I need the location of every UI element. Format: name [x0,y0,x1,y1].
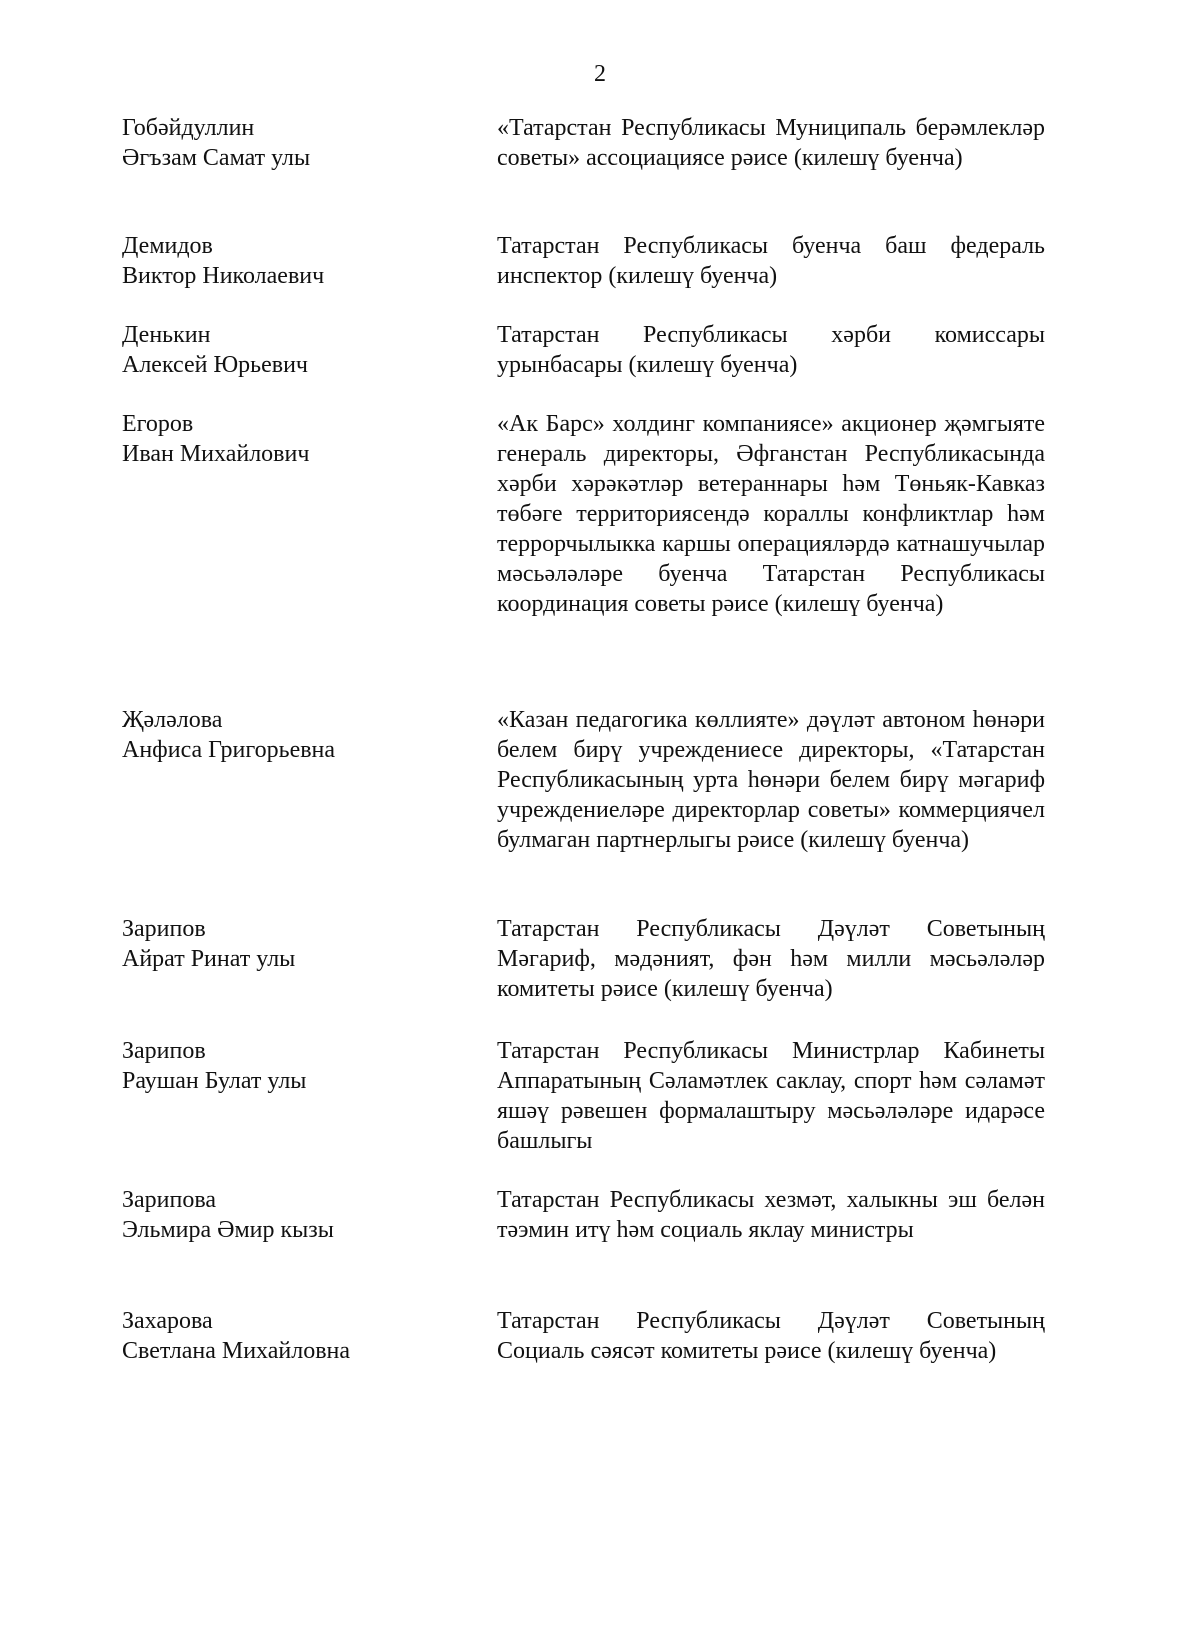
member-surname: Зарипов [122,1038,206,1064]
member-surname: Денькин [122,322,211,348]
member-surname: Демидов [122,233,213,259]
member-given-name: Иван Михайлович [122,441,310,467]
member-given-name: Раушан Булат улы [122,1068,307,1094]
member-role: Татарстан Республикасы Дәүләт Советының Мәгариф, мәдәният, фән һәм милли мәсьәләләр комитеты рәисе (килешү буенча) [497,916,1045,1002]
member-surname: Егоров [122,411,194,437]
member-name [122,113,452,173]
member-role: «Татарстан Республикасы Муниципаль берәмлекләр советы» ассоциациясе рәисе (килешү буенча) [497,115,1045,171]
member-given-name: Анфиса Григорьевна [122,737,336,763]
member-role: «Ак Барс» холдинг компаниясе» акционер җәмгыяте генераль директоры, Әфганстан Республикасында хәрби хәрәкәтләр ветераннары һәм Төньяк-Кавказ төбәге территориясендә кораллы конфликтлар һәм террорчылыкка каршы операцияләрдә катнашучылар мәсьәләләре буенча Татарстан Республикасы координация советы рәисе (килешү буенча) [497,411,1045,617]
member-role: Татарстан Республикасы хәрби комиссары урынбасары (килешү буенча) [497,322,1045,378]
member-name [122,320,452,380]
member-surname: Зарипова [122,1187,217,1213]
member-given-name: Айрат Ринат улы [122,946,296,972]
member-given-name: Виктор Николаевич [122,263,325,289]
member-name [122,1185,452,1245]
member-surname: Җәләлова [122,707,223,733]
member-role: Татарстан Республикасы буенча баш федераль инспектор (килешү буенча) [497,233,1045,289]
member-role: Татарстан Республикасы хезмәт, халыкны эш белән тәэмин итү һәм социаль яклау министры [497,1187,1045,1243]
member-name [122,409,452,469]
member-name [122,705,452,765]
member-given-name: Светлана Михайловна [122,1338,351,1364]
member-surname: Захарова [122,1308,213,1334]
member-name [122,231,452,291]
page-number: 2 [594,61,606,87]
member-role: «Казан педагогика көллияте» дәүләт автоном һөнәри белем бирү учреждениесе директоры, «Татарстан Республикасының урта һөнәри белем бирү мәгариф учреждениеләре директорлар советы» коммерциячел булмаган партнерлыгы рәисе (килешү буенча) [497,707,1045,853]
member-role: Татарстан Республикасы Министрлар Кабинеты Аппаратының Сәламәтлек саклау, спорт һәм сәламәт яшәү рәвешен формалаштыру мәсьәләләре идарәсе башлыгы [497,1038,1045,1154]
member-given-name: Алексей Юрьевич [122,352,308,378]
member-name [122,1306,452,1366]
member-name [122,1036,452,1096]
member-surname: Зарипов [122,916,206,942]
member-given-name: Әгъзам Самат улы [122,145,311,171]
member-role: Татарстан Республикасы Дәүләт Советының Социаль сәясәт комитеты рәисе (килешү буенча) [497,1308,1045,1364]
member-name [122,914,452,974]
member-given-name: Эльмира Әмир кызы [122,1217,334,1243]
member-surname: Гобәйдуллин [122,115,255,141]
